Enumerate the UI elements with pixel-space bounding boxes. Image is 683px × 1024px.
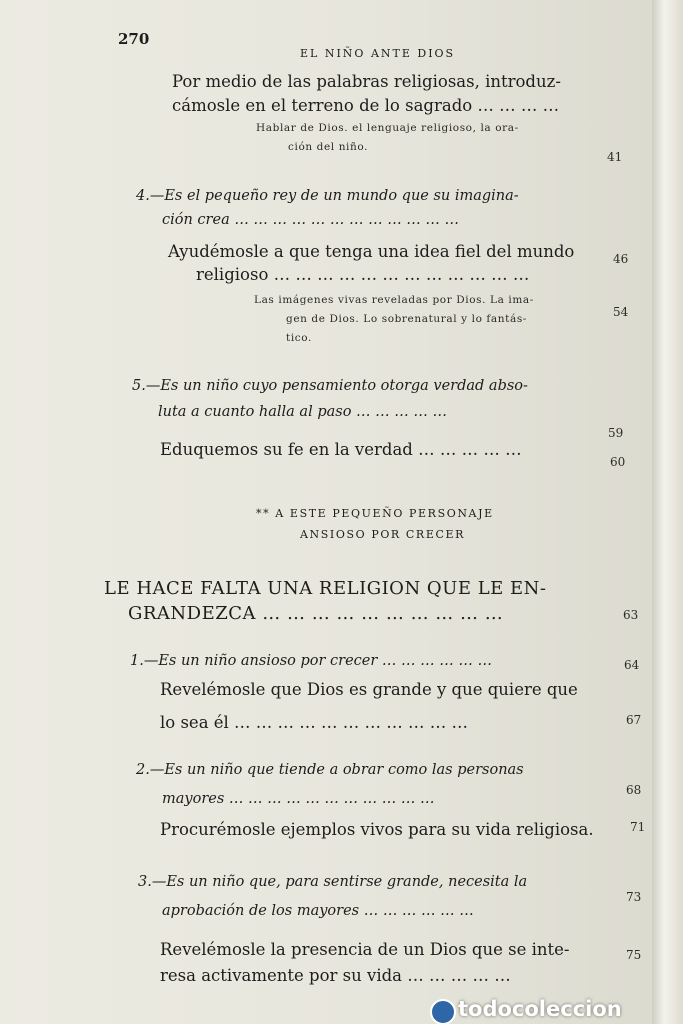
toc-entry-line: Eduquemos su fe en la verdad … … … … … [160,440,522,459]
toc-page-number: 64 [624,658,640,672]
chapter-heading: LE HACE FALTA UNA RELIGION QUE LE EN- [104,578,547,599]
toc-subtopic-line: Hablar de Dios. el lenguaje religioso, la ora- [256,122,519,134]
toc-entry-line: 5.—Es un niño cuyo pensamiento otorga verdad abso- [132,378,528,394]
toc-entry-line: 4.—Es el pequeño rey de un mundo que su imagina- [136,188,519,204]
section-heading: ** A ESTE PEQUEÑO PERSONAJE [256,507,494,520]
toc-entry-line: mayores … … … … … … … … … … … [162,791,435,807]
toc-entry-line: Ayudémosle a que tenga una idea fiel del mundo [168,242,575,261]
toc-entry-line: ción crea … … … … … … … … … … … … [162,212,460,228]
toc-subtopic-line: ción del niño. [288,141,369,153]
toc-subtopic-line: Las imágenes vivas reveladas por Dios. La ima- [254,294,534,306]
watermark: todocoleccion [458,997,622,1021]
toc-page-number: 67 [626,713,642,727]
toc-subtopic-line: gen de Dios. Lo sobrenatural y lo fantás- [286,313,527,325]
toc-entry-line: 3.—Es un niño que, para sentirse grande, necesita la [138,874,528,890]
toc-entry-line: luta a cuanto halla al paso … … … … … [158,404,447,420]
toc-page-number: 75 [626,948,642,962]
toc-page-number: 73 [626,890,642,904]
toc-entry-line: 1.—Es un niño ansioso por crecer … … … … … … [130,653,492,669]
toc-entry-line: aprobación de los mayores … … … … … … [162,903,474,919]
adjacent-page-edge [652,0,683,1024]
toc-entry-line: religioso … … … … … … … … … … … … [196,265,530,284]
toc-page-number: 71 [630,820,646,834]
toc-page-number: 59 [608,426,624,440]
toc-entry-line: resa activamente por su vida … … … … … [160,966,511,985]
toc-page-number: 46 [613,252,629,266]
toc-page-number: 54 [613,305,629,319]
toc-page-number: 41 [607,150,623,164]
toc-entry-line: cámosle en el terreno de lo sagrado … … … … [172,96,560,115]
chapter-heading: GRANDEZCA … … … … … … … … … … [128,603,504,624]
section-heading: ANSIOSO POR CRECER [300,528,465,541]
toc-entry-line: lo sea él … … … … … … … … … … … [160,713,469,732]
toc-page-number: 68 [626,783,642,797]
toc-page-number: 60 [610,455,626,469]
toc-page-number: 63 [623,608,639,622]
watermark-logo-icon [430,999,456,1024]
running-header: EL NIÑO ANTE DIOS [300,47,456,60]
toc-entry-line: Revelémosle la presencia de un Dios que se inte- [160,940,570,959]
toc-subtopic-line: tico. [286,332,312,344]
page-number: 270 [118,30,150,48]
toc-entry-line: Por medio de las palabras religiosas, introduz- [172,72,561,91]
toc-entry-line: Procurémosle ejemplos vivos para su vida religiosa. [160,820,594,839]
toc-entry-line: Revelémosle que Dios es grande y que quiere que [160,680,578,699]
toc-entry-line: 2.—Es un niño que tiende a obrar como las personas [136,762,524,778]
